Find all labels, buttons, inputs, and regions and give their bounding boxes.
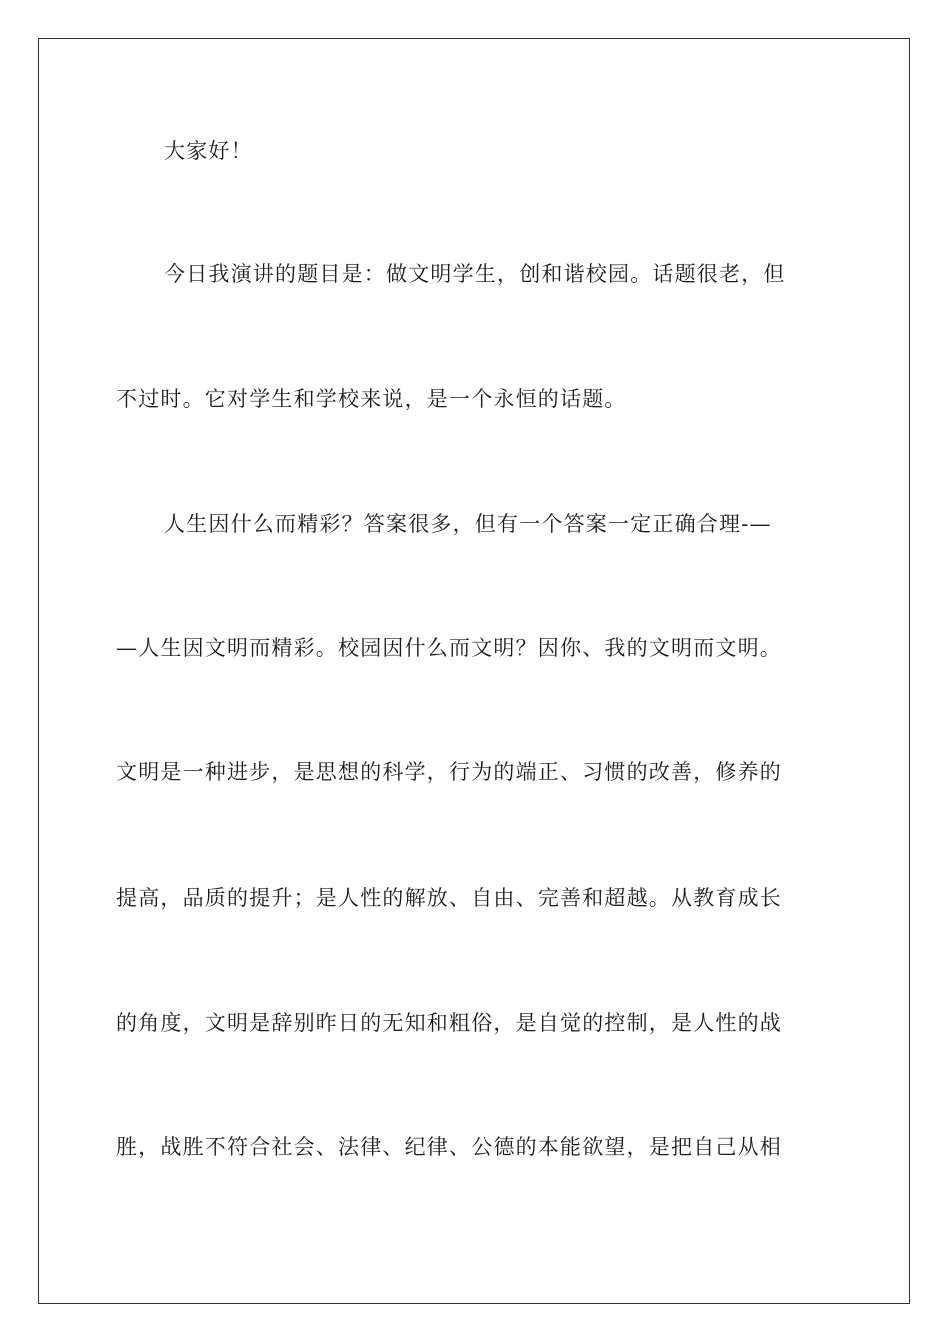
paragraph-line: 提高，品质的提升；是人性的解放、自由、完善和超越。从教育成长	[116, 886, 782, 910]
paragraph-line: 不过时。它对学生和学校来说，是一个永恒的话题。	[116, 387, 627, 411]
paragraph-line: 人生因什么而精彩？答案很多，但有一个答案一定正确合理-—	[164, 512, 772, 536]
page-frame	[38, 38, 910, 1304]
paragraph-line: 胜，战胜不符合社会、法律、纪律、公德的本能欲望，是把自己从相	[116, 1135, 782, 1159]
paragraph-line: —人生因文明而精彩。校园因什么而文明？因你、我的文明而文明。	[116, 636, 782, 660]
paragraph-line: 文明是一种进步，是思想的科学，行为的端正、习惯的改善，修养的	[116, 760, 782, 784]
greeting-line: 大家好！	[164, 139, 253, 163]
paragraph-line: 今日我演讲的题目是：做文明学生，创和谐校园。话题很老，但	[164, 262, 786, 286]
paragraph-line: 的角度，文明是辞别昨日的无知和粗俗，是自觉的控制，是人性的战	[116, 1011, 782, 1035]
